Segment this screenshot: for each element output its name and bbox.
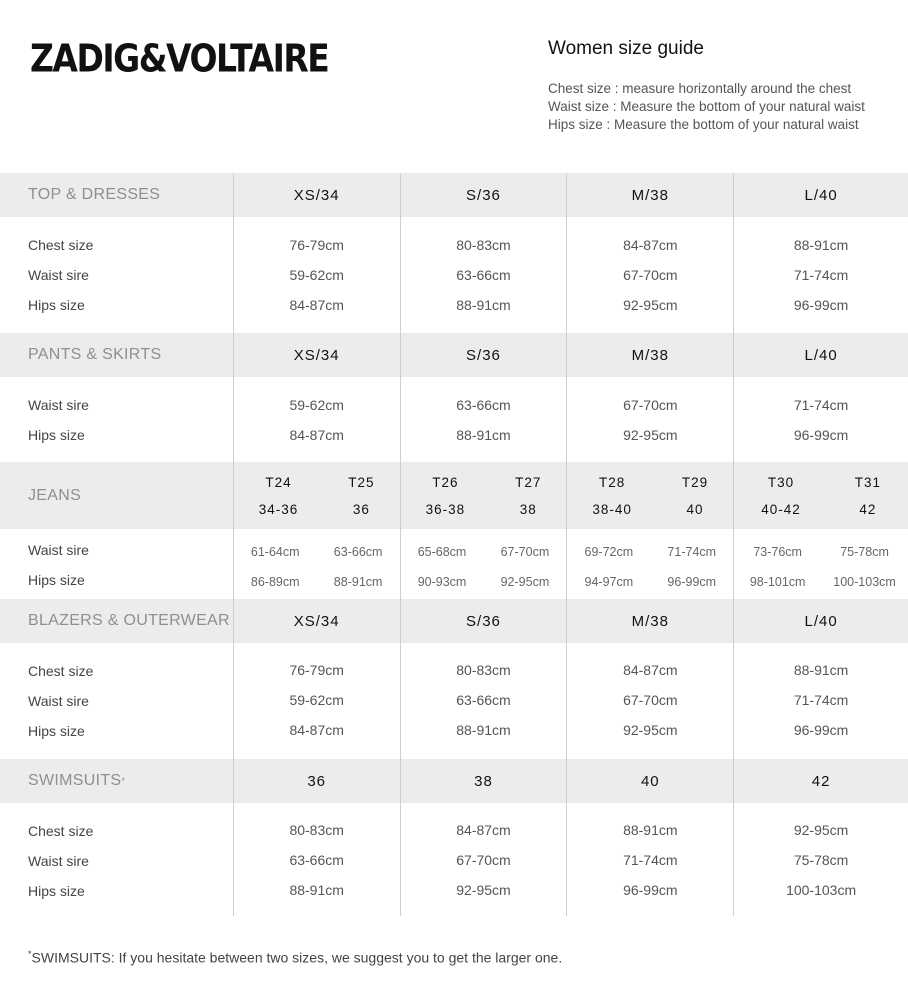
cell: 63-66cm [456,267,511,283]
cell: 88-91cm [456,297,511,313]
cell: 71-74cm [793,267,849,283]
size-column [400,643,567,759]
cell: 63-66cm [289,852,344,868]
row-label: Hips size [28,297,85,313]
size-column [733,529,908,599]
cell: 88-91cm [793,237,849,253]
section-header-tops [0,173,908,217]
row-label: Hips size [28,572,85,588]
size-header: M/38 [566,599,733,643]
jeans-size: T26 36-38 [425,474,466,517]
row-label: Hips size [28,723,85,739]
size-column [233,643,400,759]
size-column [566,643,733,759]
cell: 96-99cm [667,575,717,589]
section-header-blazers [0,599,908,643]
cell: 67-70cm [500,545,550,559]
size-column [733,803,908,916]
cell: 75-78cm [793,852,849,868]
size-table [0,173,908,916]
row-label: Chest size [28,823,94,839]
cell: 84-87cm [289,722,344,738]
cell: 73-76cm [753,545,802,559]
note-chest: Chest size : measure horizontally around the chest [548,81,852,96]
size-header: 40 [566,759,733,803]
size-header: 38 [400,759,567,803]
size-header: XS/34 [233,333,400,377]
size-header: XS/34 [233,599,400,643]
section-title: PANTS & SKIRTS [28,346,162,363]
size-column [566,377,733,462]
size-header [733,462,908,529]
cell: 71-74cm [667,545,717,559]
row-label: Hips size [28,883,85,899]
cell: 67-70cm [456,852,511,868]
size-header: 36 [233,759,400,803]
jeans-size: T25 36 [348,474,375,517]
footnote-text: SWIMSUITS: If you hesitate between two sizes, we suggest you to get the larger one. [31,949,563,966]
size-column [733,377,908,462]
cell: 100-103cm [786,882,857,898]
cell: 98-101cm [749,575,806,589]
size-header: L/40 [733,173,908,217]
cell: 84-87cm [289,427,344,443]
size-column [400,529,567,599]
cell: 88-91cm [793,662,849,678]
note-waist: Waist size : Measure the bottom of your natural waist [548,99,865,114]
cell: 88-91cm [623,822,678,838]
cell: 71-74cm [793,397,849,413]
cell: 76-79cm [289,237,344,253]
section-header-swimsuits [0,759,908,803]
size-header: S/36 [400,173,567,217]
cell: 84-87cm [623,237,678,253]
jeans-size: T24 34-36 [258,474,299,517]
footnote [28,949,562,966]
cell: 84-87cm [289,297,344,313]
size-column [233,529,400,599]
cell: 88-91cm [333,575,383,589]
section-header-pants [0,333,908,377]
section-body-pants [0,377,908,462]
cell: 92-95cm [793,822,849,838]
jeans-size: T27 38 [515,474,542,517]
section-body-jeans [0,529,908,599]
row-label: Waist sire [28,267,89,283]
cell: 59-62cm [289,397,344,413]
brand-logo: ZADIG&VOLTAIRE [30,36,329,81]
cell: 86-89cm [250,575,300,589]
size-column [733,217,908,333]
size-header: 42 [733,759,908,803]
cell: 88-91cm [456,722,511,738]
cell: 92-95cm [623,427,678,443]
cell: 63-66cm [333,545,383,559]
cell: 63-66cm [456,397,511,413]
cell: 59-62cm [289,692,344,708]
size-column [400,217,567,333]
cell: 71-74cm [623,852,678,868]
section-body-swimsuits [0,803,908,916]
cell: 80-83cm [456,662,511,678]
cell: 63-66cm [456,692,511,708]
size-column [233,803,400,916]
row-label: Waist sire [28,693,89,709]
cell: 96-99cm [623,882,678,898]
section-body-blazers [0,643,908,759]
cell: 96-99cm [793,427,849,443]
row-label: Chest size [28,663,94,679]
row-labels [0,377,233,462]
cell: 61-64cm [250,545,300,559]
row-labels [0,643,233,759]
cell: 84-87cm [623,662,678,678]
jeans-size: T30 40-42 [761,474,801,517]
cell: 88-91cm [456,427,511,443]
section-header-jeans [0,462,908,529]
row-label: Waist sire [28,397,89,413]
cell: 96-99cm [793,297,849,313]
size-column [733,643,908,759]
size-column [400,803,567,916]
footnote-marker: * [121,776,126,786]
section-title: TOP & DRESSES [28,186,161,203]
size-header: S/36 [400,333,567,377]
row-label: Waist sire [28,853,89,869]
cell: 71-74cm [793,692,849,708]
cell: 90-93cm [417,575,467,589]
cell: 100-103cm [833,575,896,589]
size-header: S/36 [400,599,567,643]
cell: 92-95cm [623,297,678,313]
cell: 80-83cm [289,822,344,838]
row-label: Chest size [28,237,94,253]
size-header [233,462,400,529]
size-column [233,377,400,462]
size-header: L/40 [733,333,908,377]
cell: 59-62cm [289,267,344,283]
cell: 88-91cm [289,882,344,898]
jeans-size: T29 40 [681,474,709,517]
size-header: L/40 [733,599,908,643]
size-header: M/38 [566,333,733,377]
cell: 67-70cm [623,267,678,283]
cell: 96-99cm [793,722,849,738]
row-label: Waist sire [28,542,89,558]
measurement-notes [548,80,865,134]
row-labels [0,230,233,333]
size-header: XS/34 [233,173,400,217]
cell: 75-78cm [840,545,889,559]
section-title: SWIMSUITS * [28,772,126,789]
cell: 92-95cm [500,575,550,589]
row-labels [0,803,233,916]
cell: 76-79cm [289,662,344,678]
cell: 92-95cm [623,722,678,738]
cell: 94-97cm [584,575,634,589]
size-column [566,803,733,916]
cell: 65-68cm [417,545,467,559]
note-hips: Hips size : Measure the bottom of your natural waist [548,117,859,132]
page-title: Women size guide [548,38,704,59]
size-column [566,217,733,333]
row-labels [0,529,233,599]
jeans-size: T28 38-40 [592,474,632,517]
section-title: JEANS [28,486,82,504]
cell: 67-70cm [623,692,678,708]
cell: 92-95cm [456,882,511,898]
size-header [566,462,733,529]
section-body-tops [0,217,908,333]
size-column [233,217,400,333]
jeans-size: T31 42 [854,474,881,517]
size-header [400,462,567,529]
size-header: M/38 [566,173,733,217]
cell: 80-83cm [456,237,511,253]
size-column [566,529,733,599]
cell: 67-70cm [623,397,678,413]
section-title: BLAZERS & OUTERWEAR [28,612,230,629]
size-column [400,377,567,462]
footnote-marker: * [28,949,32,959]
cell: 69-72cm [584,545,634,559]
row-label: Hips size [28,427,85,443]
cell: 84-87cm [456,822,511,838]
